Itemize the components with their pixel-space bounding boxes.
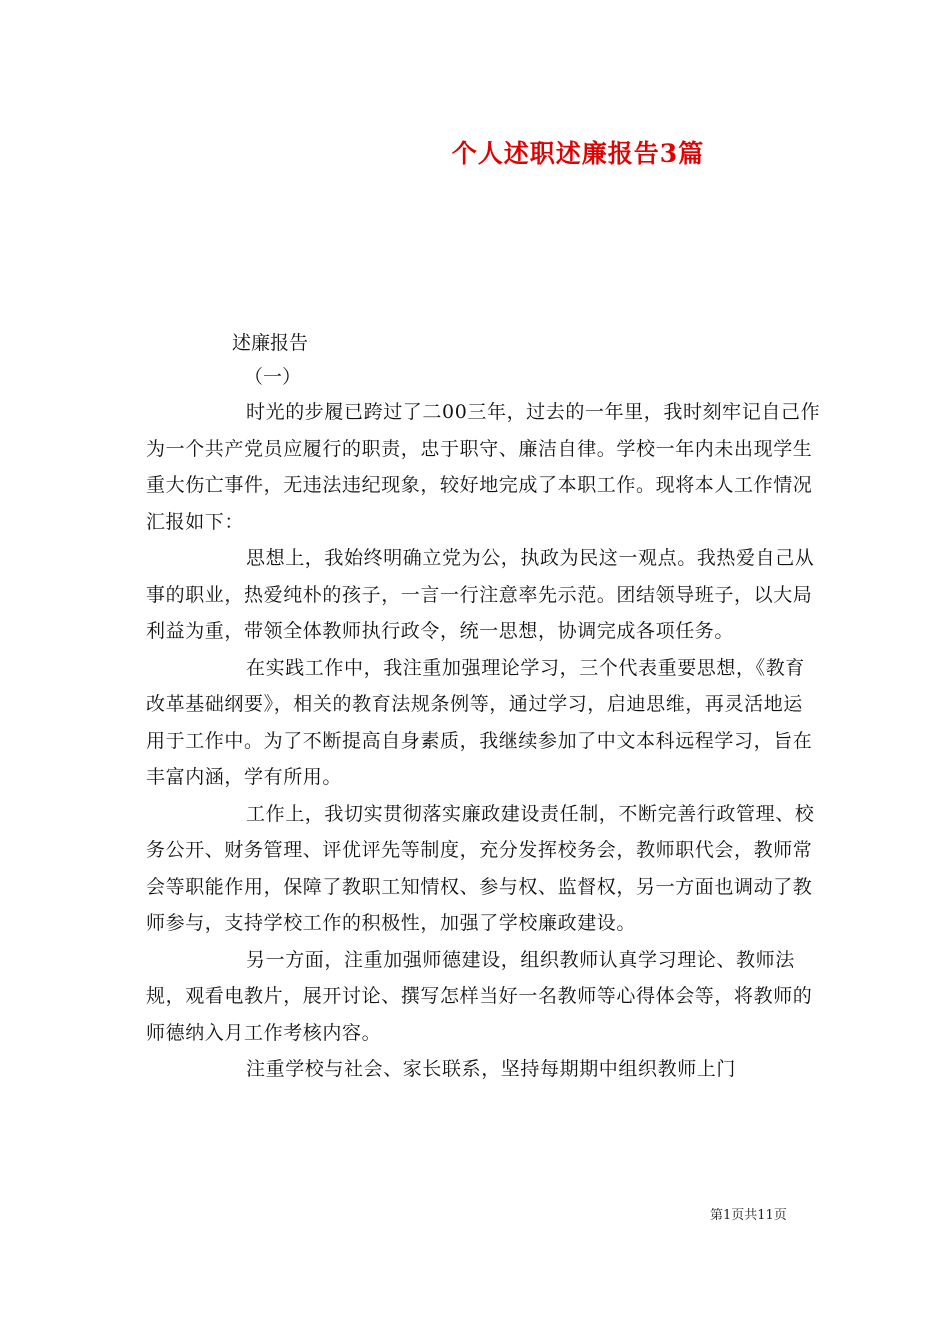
section-heading: 述廉报告 xyxy=(232,332,309,354)
paragraph: 另一方面，注重加强师德建设，组织教师认真学习理论、教师法规，观看电教片，展开讨论、撰写怎样当好一名教师等心得体会等，将教师的师德纳入月工作考核内容。 xyxy=(146,948,813,1044)
paragraph: 时光的步履已跨过了二00三年，过去的一年里，我时刻牢记自己作为一个共产党员应履行的职责，忠于职守、廉洁自律。学校一年内未出现学生重大伤亡事件，无违法违纪现象，较好地完成了本职工作。现将本人工作情况汇报如下： xyxy=(146,401,821,533)
paragraph: 注重学校与社会、家长联系，坚持每期期中组织教师上门 xyxy=(246,1058,737,1080)
paragraph: 在实践工作中，我注重加强理论学习，三个代表重要思想，《教育改革基础纲要》，相关的教育法规条例等，通过学习，启迪思维，再灵活地运用于工作中。为了不断提高自身素质，我继续参加了中文本科远程学习，旨在丰富内涵，学有所用。 xyxy=(146,656,813,788)
sub-heading: （一） xyxy=(244,366,302,388)
paragraph: 思想上，我始终明确立党为公，执政为民这一观点。我热爱自己从事的职业，热爱纯朴的孩子，一言一行注意率先示范。团结领导班子，以大局利益为重，带领全体教师执行政令，统一思想，协调完成各项任务。 xyxy=(146,547,815,642)
paragraph: 工作上，我切实贯彻落实廉政建设责任制，不断完善行政管理、校务公开、财务管理、评优评先等制度，充分发挥校务会，教师职代会，教师常会等职能作用，保障了教职工知情权、参与权、监督权，另一方面也调动了教师参与，支持学校工作的积极性，加强了学校廉政建设。 xyxy=(146,802,815,934)
body-text xyxy=(146,394,822,1088)
document-title: 个人述职述廉报告3篇 xyxy=(451,139,705,168)
page-footer: 第1页共11页 xyxy=(710,1208,787,1223)
